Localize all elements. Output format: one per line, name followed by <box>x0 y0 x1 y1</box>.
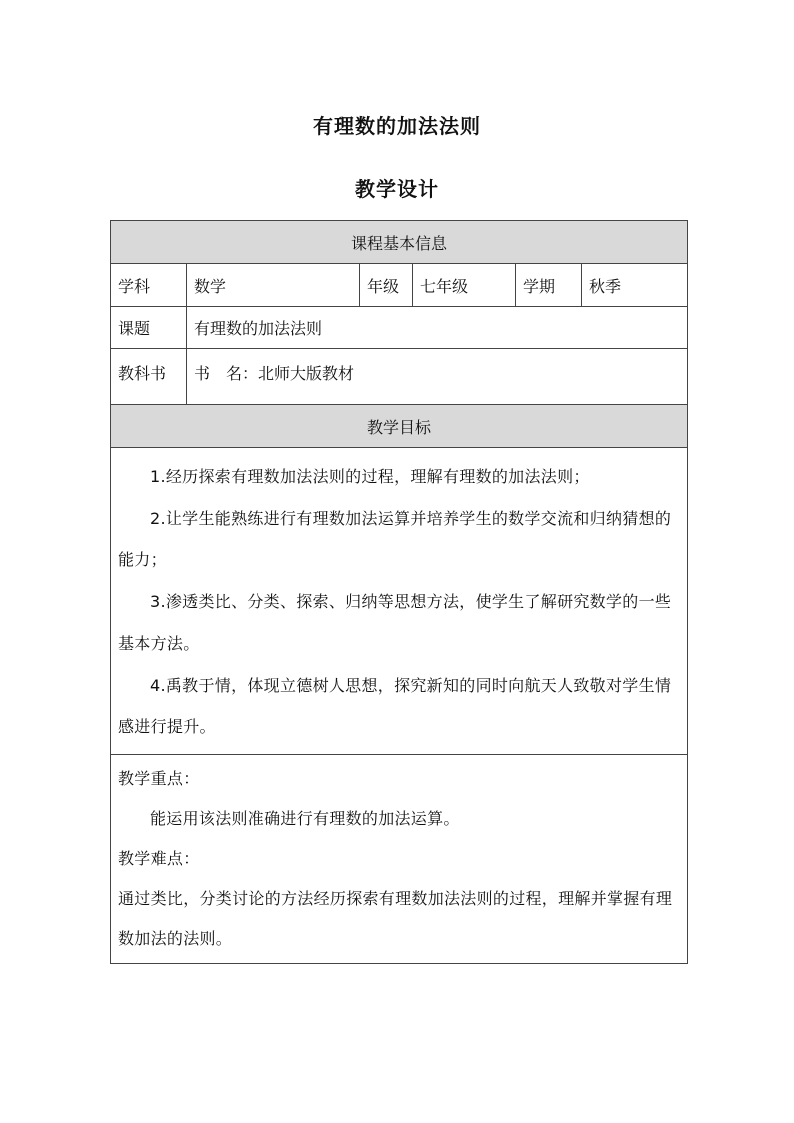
document-subtitle: 教学设计 <box>355 177 439 201</box>
difficulty-text: 通过类比，分类讨论的方法经历探索有理数加法法则的过程，理解并掌握有理数加法的法则。 <box>118 888 673 948</box>
key-point-label: 教学重点： <box>118 768 200 788</box>
document-title: 有理数的加法法则 <box>313 114 481 138</box>
subject-label: 学科 <box>111 264 187 306</box>
section-header-info <box>111 221 687 264</box>
subject-value: 数学 <box>187 264 360 306</box>
grade-label: 年级 <box>360 264 413 306</box>
grade-value: 七年级 <box>413 264 516 306</box>
goals-block <box>111 448 687 755</box>
focus-content <box>111 755 687 963</box>
topic-value: 有理数的加法法则 <box>194 319 323 338</box>
goal-item: 3.渗透类比、分类、探索、归纳等思想方法，使学生了解研究数学的一些基本方法。 <box>118 592 672 653</box>
textbook-label: 教科书 <box>111 349 187 404</box>
term-label: 学期 <box>516 264 582 306</box>
goal-item: 1.经历探索有理数加法法则的过程，理解有理数的加法法则； <box>150 467 590 486</box>
goal-item: 2.让学生能熟练进行有理数加法运算并培养学生的数学交流和归纳猜想的能力； <box>118 508 672 570</box>
focus-block <box>111 755 687 963</box>
goals-list <box>111 448 687 754</box>
table-row-topic <box>111 307 687 349</box>
difficulty-label: 教学难点： <box>118 848 200 868</box>
goal-item: 4.禹教于情，体现立德树人思想，探究新知的同时向航天人致敬对学生情感进行提升。 <box>118 675 672 737</box>
textbook-value: 书 名：北师大版教材 <box>194 364 355 383</box>
table-row-subject <box>111 264 687 307</box>
section-header-goals <box>111 405 687 448</box>
section-header-goals-label: 教学目标 <box>366 417 431 437</box>
lesson-table <box>110 220 688 964</box>
table-row-textbook <box>111 349 687 405</box>
section-header-info-label: 课程基本信息 <box>350 233 447 253</box>
key-point-text: 能运用该法则准确进行有理数的加法运算。 <box>150 808 460 828</box>
term-value: 秋季 <box>589 276 622 296</box>
topic-label: 课题 <box>111 307 187 348</box>
